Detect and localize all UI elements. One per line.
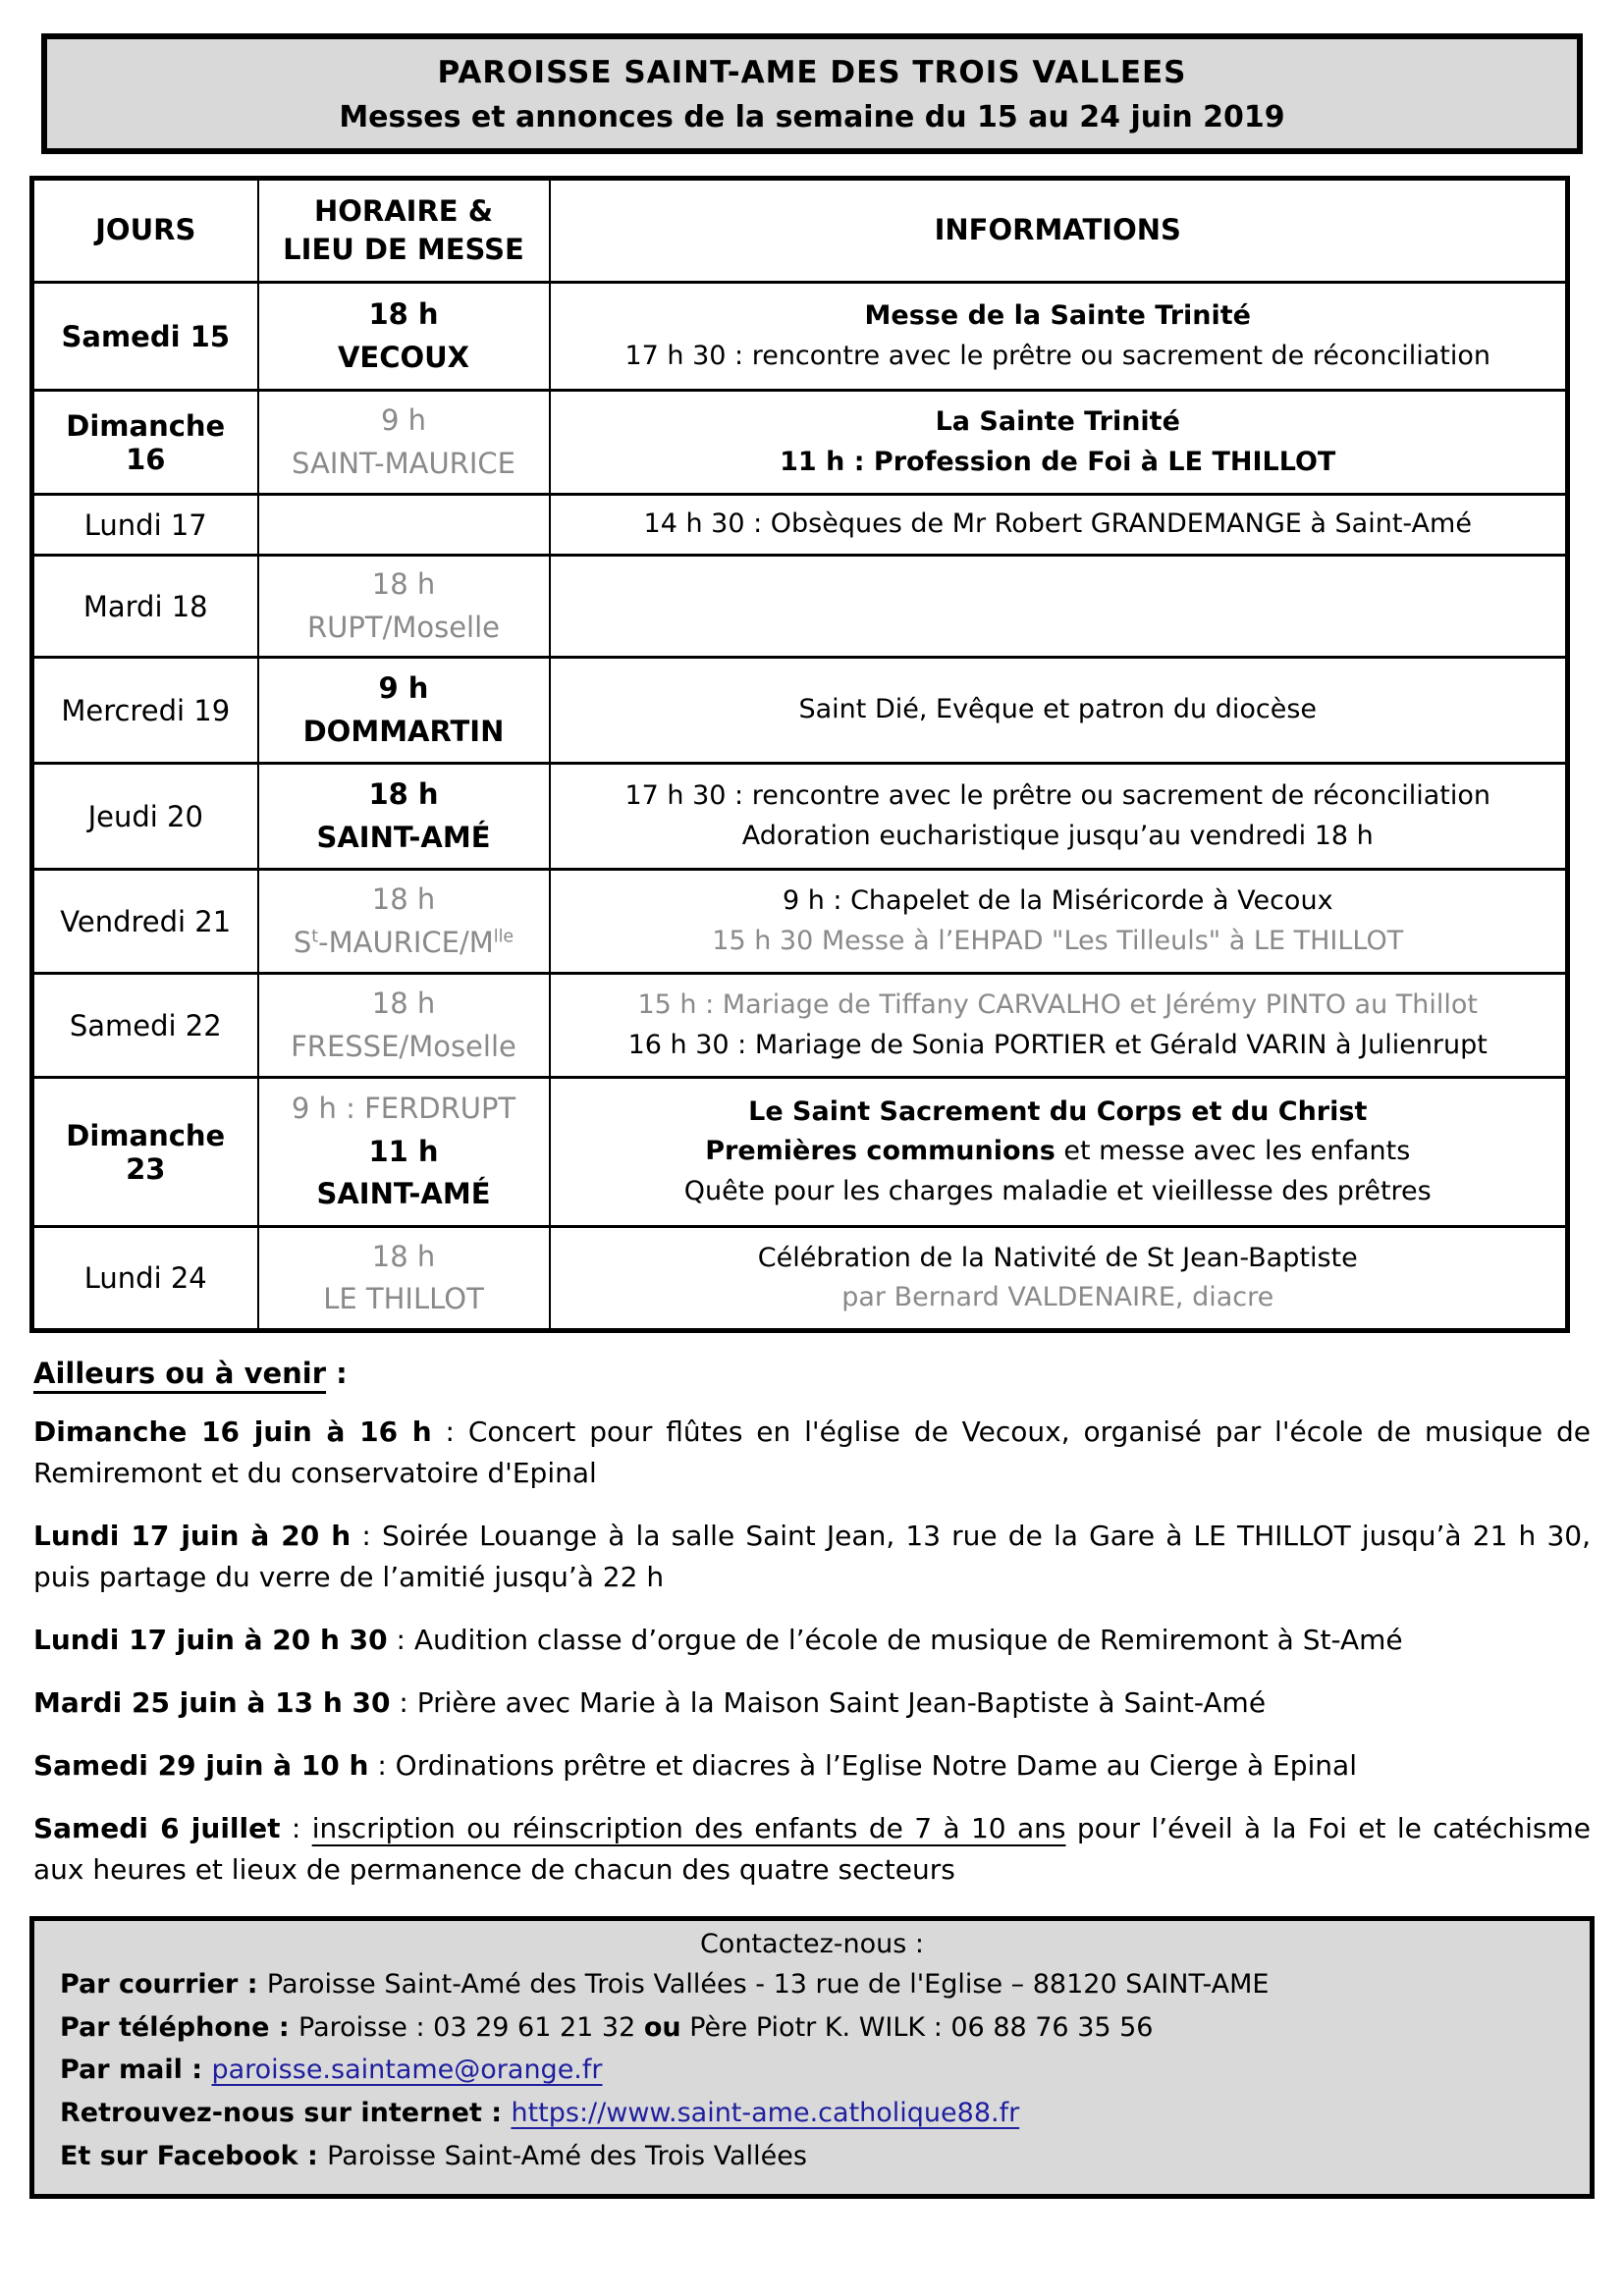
info-cell <box>550 556 1568 658</box>
info-line <box>559 1278 1558 1318</box>
text-segment: 9 h <box>380 403 427 437</box>
table-row <box>32 764 1568 870</box>
time-place-cell <box>258 1078 550 1227</box>
mass-table-body <box>32 283 1568 1331</box>
time-place-line <box>267 1088 541 1131</box>
text-segment: 9 h <box>378 671 429 705</box>
table-row <box>32 556 1568 658</box>
time-place-cell <box>258 764 550 870</box>
text-segment: : Concert pour flûtes en l'église de Vecoux, organisé par l'école de musique de Remiremont et du conservatoire d'Epinal <box>33 1415 1591 1489</box>
page-subtitle: Messes et annonces de la semaine du 15 au 24 juin 2019 <box>339 100 1285 134</box>
day-cell <box>32 556 258 658</box>
text-segment: : <box>280 1812 312 1844</box>
text-segment: Saint Dié, Evêque et patron du diocèse <box>798 694 1318 725</box>
text-segment: Par courrier : <box>60 1969 267 2000</box>
text-segment: Lundi 24 <box>83 1261 207 1295</box>
day-cell <box>32 870 258 974</box>
page-title: PAROISSE SAINT-AME DES TROIS VALLEES <box>437 55 1187 90</box>
text-segment: FRESSE/Moselle <box>291 1029 516 1063</box>
info-line <box>559 690 1558 730</box>
info-cell <box>550 1078 1568 1227</box>
text-segment: 11 h <box>368 1134 439 1168</box>
table-row <box>32 1227 1568 1331</box>
section-title-suffix: : <box>326 1357 348 1390</box>
text-segment: Lundi 17 juin à 20 h <box>33 1520 352 1552</box>
info-line <box>559 881 1558 922</box>
text-segment: Et sur Facebook : <box>60 2140 328 2171</box>
info-cell <box>550 870 1568 974</box>
text-segment: La Sainte Trinité <box>935 406 1180 437</box>
info-line <box>559 1093 1558 1133</box>
time-place-line <box>267 1131 541 1174</box>
text-segment: 15 h : Mariage de Tiffany CARVALHO et Jérémy PINTO au Thillot <box>637 989 1478 1020</box>
time-place-line <box>267 1026 541 1069</box>
website-link[interactable]: https://www.saint-ame.catholique88.fr <box>511 2098 1020 2129</box>
text-segment: 18 h <box>371 1239 436 1273</box>
text-segment: lle <box>493 926 514 946</box>
column-header-horaire-line2: LIEU DE MESSE <box>283 233 524 266</box>
text-segment: : Ordinations prêtre et diacres à l’Eglise Notre Dame au Cierge à Epinal <box>368 1749 1357 1782</box>
info-cell <box>550 974 1568 1078</box>
text-segment: Paroisse Saint-Amé des Trois Vallées - 13 rue de l'Eglise – 88120 SAINT-AME <box>266 1969 1270 2000</box>
time-place-cell <box>258 974 550 1078</box>
text-segment: 17 h 30 : rencontre avec le prêtre ou sacrement de réconciliation <box>624 340 1491 371</box>
info-line <box>559 776 1558 817</box>
table-row <box>32 870 1568 974</box>
info-line <box>559 1239 1558 1279</box>
time-place-cell <box>258 556 550 658</box>
text-segment: 9 h : Chapelet de la Miséricorde à Vecoux <box>782 885 1333 916</box>
time-place-line <box>267 337 541 380</box>
text-segment: Père Piotr K. WILK : 06 88 76 35 56 <box>680 2011 1154 2043</box>
text-segment: : Prière avec Marie à la Maison Saint Jean-Baptiste à Saint-Amé <box>390 1686 1267 1719</box>
text-segment: inscription ou réinscription des enfants de 7 à 10 ans <box>311 1812 1066 1844</box>
text-segment: 18 h <box>371 882 436 916</box>
text-segment: Le Saint Sacrement du Corps et du Christ <box>748 1095 1368 1127</box>
text-segment: et messe avec les enfants <box>1055 1136 1411 1167</box>
text-segment: SAINT-AMÉ <box>316 820 491 854</box>
text-segment: Par téléphone : <box>60 2011 299 2043</box>
text-segment: Samedi 29 juin à 10 h <box>33 1749 369 1782</box>
time-place-line <box>267 817 541 860</box>
table-row <box>32 1078 1568 1227</box>
info-line <box>559 337 1558 377</box>
table-row <box>32 391 1568 495</box>
time-place-line <box>267 443 541 486</box>
text-segment: Dimanche 23 <box>66 1118 226 1186</box>
time-place-line <box>267 1278 541 1321</box>
text-segment: pour l’éveil à la Foi et le catéchisme aux heures et lieux de permanence de chacun des quatre secteurs <box>33 1812 1592 1886</box>
time-place-line <box>267 922 541 965</box>
contact-line <box>60 2049 1564 2092</box>
text-segment: 18 h <box>371 987 436 1020</box>
info-cell <box>550 283 1568 391</box>
contact-line <box>60 2135 1564 2178</box>
text-segment: Mercredi 19 <box>61 693 231 727</box>
time-place-line <box>267 711 541 754</box>
text-segment: 18 h <box>368 777 439 811</box>
time-place-line <box>267 879 541 922</box>
contact-line <box>60 2092 1564 2135</box>
table-row <box>32 658 1568 764</box>
text-segment: Mardi 25 juin à 13 h 30 <box>33 1686 391 1719</box>
text-segment: Paroisse : 03 29 61 21 32 <box>298 2011 644 2043</box>
text-segment: Samedi 15 <box>61 319 230 353</box>
text-segment: SAINT-MAURICE <box>292 446 515 480</box>
info-line <box>559 296 1558 337</box>
info-line <box>559 402 1558 443</box>
text-segment: Premières communions <box>705 1136 1056 1167</box>
table-row <box>32 495 1568 556</box>
text-segment: Jeudi 20 <box>87 799 203 833</box>
text-segment: Samedi 6 juillet <box>33 1812 281 1844</box>
text-segment: ou <box>643 2011 681 2043</box>
info-cell <box>550 764 1568 870</box>
text-segment: SAINT-AMÉ <box>316 1177 491 1211</box>
text-segment: t <box>311 926 319 946</box>
column-header-jours: JOURS <box>32 179 258 283</box>
mass-schedule-table <box>29 176 1570 1333</box>
text-segment: -MAURICE/M <box>318 925 494 959</box>
text-segment: Lundi 17 juin à 20 h 30 <box>33 1624 388 1656</box>
text-segment: 18 h <box>368 297 439 331</box>
email-link[interactable]: paroisse.saintame@orange.fr <box>211 2055 603 2086</box>
day-cell <box>32 974 258 1078</box>
announcements-list <box>33 1412 1591 1891</box>
time-place-line <box>267 607 541 650</box>
time-place-cell <box>258 870 550 974</box>
time-place-cell <box>258 495 550 556</box>
text-segment: 9 h : FERDRUPT <box>291 1092 516 1126</box>
column-header-horaire <box>258 179 550 283</box>
column-header-informations: INFORMATIONS <box>550 179 1568 283</box>
info-line <box>559 505 1558 545</box>
text-segment: Par mail : <box>60 2055 212 2086</box>
text-segment: Vendredi 21 <box>60 904 232 938</box>
time-place-line <box>267 983 541 1026</box>
text-segment: Lundi 17 <box>83 507 207 542</box>
announcement-paragraph <box>33 1516 1591 1598</box>
day-cell <box>32 764 258 870</box>
info-line <box>559 1026 1558 1066</box>
section-title-text: Ailleurs ou à venir <box>33 1357 327 1390</box>
info-line <box>559 986 1558 1026</box>
text-segment: 17 h 30 : rencontre avec le prêtre ou sacrement de réconciliation <box>624 780 1491 811</box>
info-cell <box>550 495 1568 556</box>
text-segment: Dimanche 16 <box>66 408 226 476</box>
time-place-line <box>267 1173 541 1216</box>
contact-line <box>60 2006 1564 2050</box>
info-line <box>559 922 1558 962</box>
announcement-paragraph <box>33 1745 1591 1787</box>
text-segment: DOMMARTIN <box>302 714 505 748</box>
time-place-line <box>267 563 541 607</box>
day-cell <box>32 391 258 495</box>
text-segment: 15 h 30 Messe à l’EHPAD "Les Tilleuls" à LE THILLOT <box>712 925 1404 956</box>
table-row <box>32 974 1568 1078</box>
contact-title: Contactez-nous : <box>699 1929 925 1959</box>
announcement-paragraph <box>33 1808 1591 1891</box>
announcement-paragraph <box>33 1620 1591 1661</box>
text-segment: Adoration eucharistique jusqu’au vendredi 18 h <box>741 820 1374 851</box>
time-place-cell <box>258 391 550 495</box>
time-place-cell <box>258 283 550 391</box>
text-segment: Célébration de la Nativité de St Jean-Baptiste <box>757 1242 1358 1273</box>
elsewhere-section <box>33 1357 1591 1891</box>
text-segment: Dimanche 16 juin à 16 h <box>33 1415 432 1448</box>
info-line <box>559 1172 1558 1212</box>
text-segment: 14 h 30 : Obsèques de Mr Robert GRANDEMANGE à Saint-Amé <box>643 508 1472 540</box>
time-place-line <box>267 667 541 711</box>
text-segment: 18 h <box>371 567 436 601</box>
info-cell <box>550 658 1568 764</box>
time-place-cell <box>258 1227 550 1331</box>
info-cell <box>550 1227 1568 1331</box>
text-segment: RUPT/Moselle <box>306 610 501 644</box>
time-place-line <box>267 774 541 817</box>
day-cell <box>32 1078 258 1227</box>
text-segment: Retrouvez-nous sur internet : <box>60 2098 512 2129</box>
time-place-line <box>267 400 541 443</box>
text-segment: S <box>293 925 312 959</box>
text-segment: Quête pour les charges maladie et vieillesse des prêtres <box>683 1175 1432 1206</box>
announcement-paragraph <box>33 1412 1591 1494</box>
text-segment: : Soirée Louange à la salle Saint Jean, 13 rue de la Gare à LE THILLOT jusqu’à 21 h 30, puis partage du verre de l’amitié jusqu’à 22 h <box>33 1520 1591 1593</box>
text-segment: par Bernard VALDENAIRE, diacre <box>841 1282 1274 1312</box>
newsletter-header <box>41 33 1583 154</box>
table-row <box>32 283 1568 391</box>
info-line <box>559 817 1558 857</box>
text-segment: LE THILLOT <box>323 1282 484 1315</box>
announcement-paragraph <box>33 1682 1591 1724</box>
text-segment: Samedi 22 <box>69 1008 222 1042</box>
text-segment: 16 h 30 : Mariage de Sonia PORTIER et Gérald VARIN à Julienrupt <box>627 1029 1488 1060</box>
info-cell <box>550 391 1568 495</box>
info-line <box>559 443 1558 483</box>
time-place-cell <box>258 658 550 764</box>
day-cell <box>32 283 258 391</box>
text-segment: Mardi 18 <box>82 589 208 623</box>
time-place-line <box>267 1236 541 1279</box>
day-cell <box>32 495 258 556</box>
table-header-row <box>32 179 1568 283</box>
text-segment: Messe de la Sainte Trinité <box>864 300 1251 331</box>
contact-line <box>60 1963 1564 2006</box>
text-segment: VECOUX <box>337 340 470 374</box>
text-segment: : Audition classe d’orgue de l’école de musique de Remiremont à St-Amé <box>387 1624 1403 1656</box>
time-place-line <box>267 294 541 337</box>
text-segment: Paroisse Saint-Amé des Trois Vallées <box>327 2140 807 2171</box>
day-cell <box>32 658 258 764</box>
text-segment: 11 h : Profession de Foi à LE THILLOT <box>780 446 1336 477</box>
contact-lines <box>60 1963 1564 2178</box>
day-cell <box>32 1227 258 1331</box>
column-header-horaire-line1: HORAIRE & <box>313 193 493 228</box>
contact-box <box>29 1916 1595 2199</box>
info-line <box>559 1132 1558 1172</box>
section-title <box>33 1357 1591 1390</box>
